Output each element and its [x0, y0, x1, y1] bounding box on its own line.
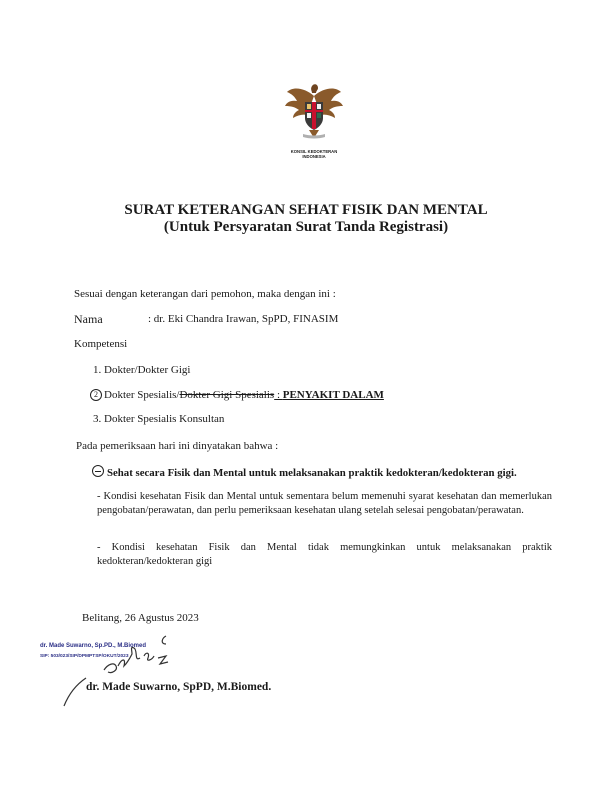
nama-value: : dr. Eki Chandra Irawan, SpPD, FINASIM [148, 313, 339, 325]
stamp-name: dr. Made Suwarno, Sp.PD., M.Biomed [40, 643, 147, 649]
place-date: Belitang, 26 Agustus 2023 [82, 612, 199, 624]
document-title: SURAT KETERANGAN SEHAT FISIK DAN MENTAL [124, 202, 488, 218]
statement-intro: Pada pemeriksaan hari ini dinyatakan bahwa : [76, 440, 279, 452]
org-name-line1: KONSIL KEDOKTERAN [290, 149, 338, 154]
kompetensi-item-2-text: Dokter Spesialis/ [104, 389, 180, 401]
kompetensi-label: Kompetensi [74, 338, 128, 350]
circled-number: 2 [90, 389, 102, 401]
nama-label: Nama [74, 312, 103, 326]
signatory-name: dr. Made Suwarno, SpPD, M.Biomed. [86, 681, 272, 693]
struck-text: Dokter Gigi Spesialis [179, 389, 275, 401]
document-subtitle: (Untuk Persyaratan Surat Tanda Registrasi) [163, 219, 449, 235]
statement-option-2: - Kondisi kesehatan Fisik dan Mental untuk sementara belum memenuhi syarat kesehatan dan memerlukan pengobatan/perawatan, dan perlu pemeriksaan kesehatan ulang setelah selesai pengobatan/perawatan. [97, 491, 552, 516]
handwritten-signature [100, 628, 190, 688]
specialty-value: PENYAKIT DALAM [282, 389, 384, 401]
org-name-line2: INDONESIA [302, 154, 326, 159]
minus-circle-icon [92, 465, 104, 477]
separator: : [274, 389, 283, 401]
option-1-text: Sehat secara Fisik dan Mental untuk melaksanakan praktik kedokteran/kedokteran gigi. [107, 467, 517, 479]
statement-option-3: - Kondisi kesehatan Fisik dan Mental tidak memungkinkan untuk melaksanakan praktik kedokteran/kedokteran gigi [97, 542, 552, 567]
stamp-sip: SIP: 503/023/SIP/DPMPTSP/OKUT/2023 [40, 654, 129, 659]
intro-text: Sesuai dengan keterangan dari pemohon, maka dengan ini : [74, 288, 336, 300]
kompetensi-item-1: 1. Dokter/Dokter Gigi [93, 364, 191, 376]
garuda-emblem-icon [283, 82, 345, 146]
statement-option-1 [92, 465, 517, 479]
kompetensi-item-3: 3. Dokter Spesialis Konsultan [93, 413, 225, 425]
kompetensi-item-2 [90, 389, 384, 401]
